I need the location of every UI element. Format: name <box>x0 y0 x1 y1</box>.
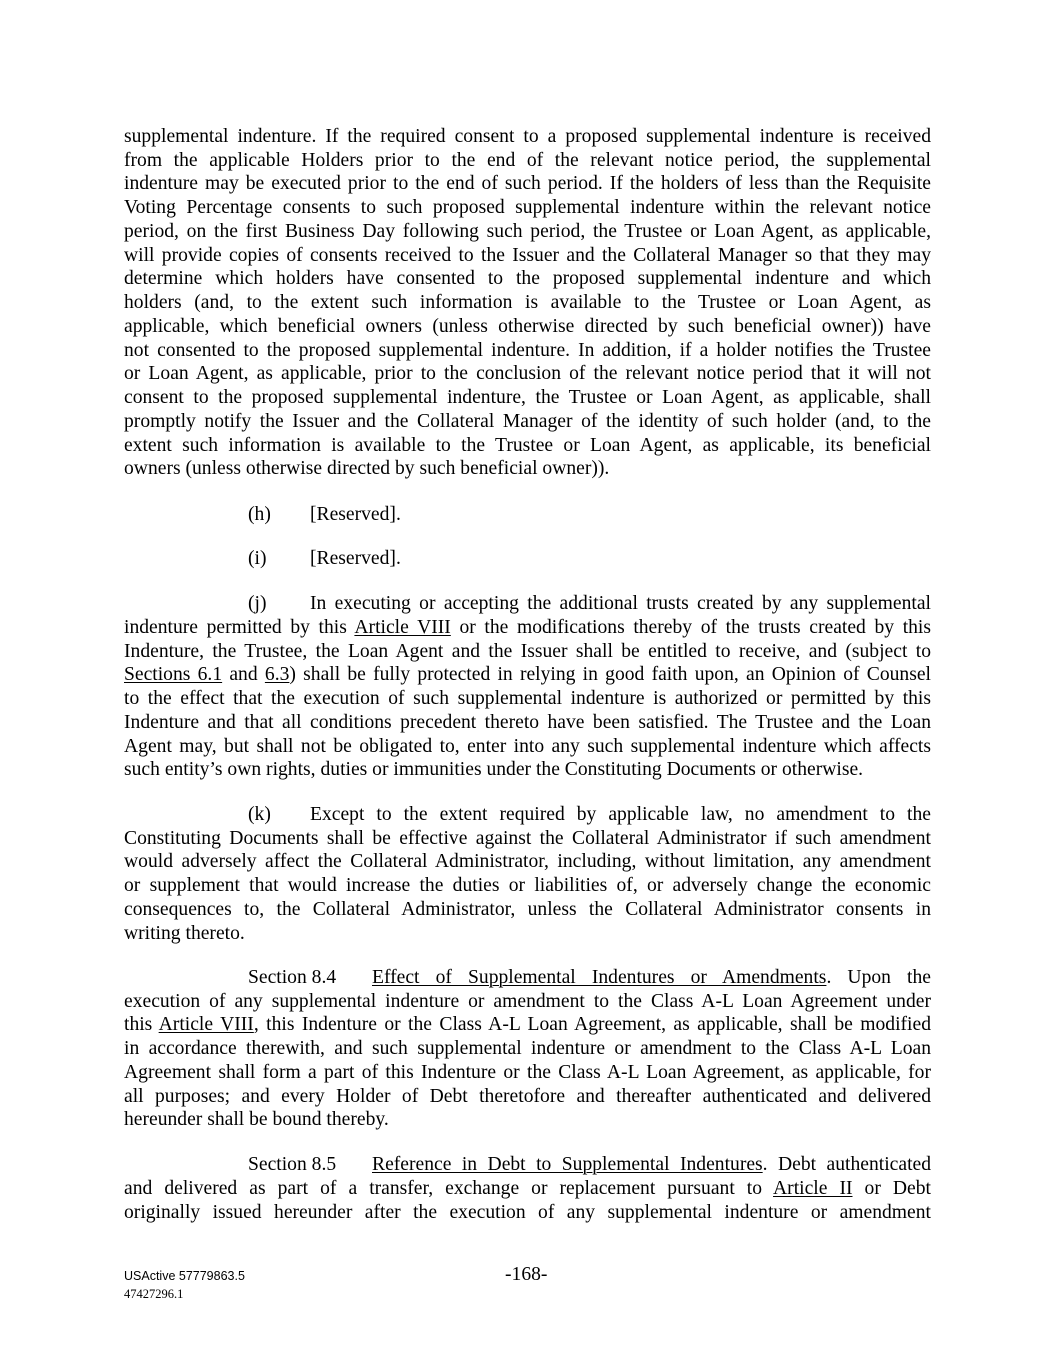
text-line: determine which holders have consented to the proposed supplemental indenture and which <box>124 268 931 289</box>
text-line: would adversely affect the Collateral Administrator, including, without limitation, any amendment <box>124 851 931 872</box>
text-line: hereunder shall be bound thereby. <box>124 1109 389 1130</box>
text-segment: and delivered as part of a transfer, exchange or replacement pursuant to <box>124 1178 774 1199</box>
section-heading: Effect of Supplemental Indentures or Amendments <box>372 967 827 988</box>
text-line: holders (and, to the extent such information is available to the Trustee or Loan Agent, as <box>124 292 931 313</box>
text-line: promptly notify the Issuer and the Collateral Manager of the identity of such holder (and, to the <box>124 411 931 432</box>
text-line: in accordance therewith, and such supplemental indenture or amendment to the Class A-L Loan <box>124 1038 931 1059</box>
text-line: from the applicable Holders prior to the end of the relevant notice period, the supplemental <box>124 150 931 171</box>
text-line: will provide copies of consents received to the Issuer and the Collateral Manager so that they may <box>124 245 931 266</box>
section-heading: Reference in Debt to Supplemental Indentures <box>372 1154 763 1175</box>
text-line <box>124 663 931 687</box>
sections-6-1-link[interactable]: Sections 6.1 <box>124 664 223 685</box>
article-viii-link[interactable]: Article VIII <box>158 1014 254 1035</box>
text-line: Constituting Documents shall be effective against the Collateral Administrator if such amendment <box>124 828 931 849</box>
footer-doc-id: USActive 57779863.5 <box>124 1269 245 1283</box>
text-line: all purposes; and every Holder of Debt theretofore and thereafter authenticated and delivered <box>124 1086 931 1107</box>
text-line: Agreement shall form a part of this Indenture or the Class A-L Loan Agreement, as applicable, for <box>124 1062 931 1083</box>
text-line: Indenture, the Trustee, the Loan Agent and the Issuer shall be entitled to receive, and (subject to <box>124 641 931 662</box>
text-line: period, on the first Business Day following such period, the Trustee or Loan Agent, as applicable, <box>124 221 931 242</box>
text-line: Agent may, but shall not be obligated to, enter into any such supplemental indenture which affects <box>124 736 931 757</box>
text-line <box>124 616 931 640</box>
text-line: to the effect that the execution of such supplemental indenture is authorized or permitted by this <box>124 688 931 709</box>
text-line: indenture may be executed prior to the end of such period. If the holders of less than the Requisite <box>124 173 931 194</box>
text-line: such entity’s own rights, duties or immunities under the Constituting Documents or otherwise. <box>124 759 864 780</box>
text-segment: In executing or accepting the additional trusts created by any supplemental <box>310 593 931 614</box>
item-label: (h) <box>248 504 271 525</box>
page-number: -168- <box>505 1264 548 1285</box>
text-segment: . Upon the <box>826 967 931 988</box>
text-segment: this <box>124 1014 159 1035</box>
text-line: applicable, which beneficial owners (unless otherwise directed by such beneficial owner)) have <box>124 316 931 337</box>
item-i <box>248 547 401 571</box>
text-line: not consented to the proposed supplemental indenture. In addition, if a holder notifies the Trustee <box>124 340 931 361</box>
text-segment: or Debt <box>852 1178 931 1199</box>
text-segment: or the modifications thereby of the trusts created by this <box>450 617 931 638</box>
text-line: writing thereto. <box>124 923 245 944</box>
item-h <box>248 503 401 527</box>
text-line <box>248 803 931 827</box>
text-line: consent to the proposed supplemental indenture, the Trustee or Loan Agent, as applicable, shall <box>124 387 931 408</box>
text-line: consequences to, the Collateral Administrator, unless the Collateral Administrator consents in <box>124 899 931 920</box>
item-text: [Reserved]. <box>310 504 401 525</box>
article-viii-link[interactable]: Article VIII <box>354 617 451 638</box>
text-segment: indenture permitted by this <box>124 617 355 638</box>
text-line: execution of any supplemental indenture or amendment to the Class A-L Loan Agreement under <box>124 991 931 1012</box>
text-line: extent such information is available to the Trustee or Loan Agent, as applicable, its beneficial <box>124 435 931 456</box>
text-line <box>124 1177 931 1201</box>
section-heading-line <box>248 966 931 990</box>
section-number: Section 8.5 <box>248 1154 337 1175</box>
text-line: originally issued hereunder after the execution of any supplemental indenture or amendment <box>124 1202 931 1223</box>
section-number: Section 8.4 <box>248 967 337 988</box>
text-segment: , this Indenture or the Class A-L Loan Agreement, as applicable, shall be modified <box>253 1014 931 1035</box>
section-6-3-link[interactable]: 6.3 <box>264 664 290 685</box>
text-line: Voting Percentage consents to such proposed supplemental indenture within the relevant notice <box>124 197 931 218</box>
item-label: (k) <box>248 804 271 825</box>
item-label: (i) <box>248 548 267 569</box>
text-line <box>124 1013 931 1037</box>
item-text: [Reserved]. <box>310 548 401 569</box>
text-segment: ) shall be fully protected in relying in good faith upon, an Opinion of Counsel <box>289 664 931 685</box>
text-segment: . Debt authenticated <box>762 1154 932 1175</box>
text-line: Indenture and that all conditions precedent thereto have been satisfied. The Trustee and the Loan <box>124 712 931 733</box>
text-line: owners (unless otherwise directed by such beneficial owner)). <box>124 458 610 479</box>
section-heading-line <box>248 1153 931 1177</box>
text-line: supplemental indenture. If the required consent to a proposed supplemental indenture is received <box>124 126 931 147</box>
item-label: (j) <box>248 593 267 614</box>
text-line <box>248 592 931 616</box>
text-line: or supplement that would increase the duties or liabilities of, or adversely change the economic <box>124 875 931 896</box>
text-segment: Except to the extent required by applicable law, no amendment to the <box>310 804 931 825</box>
text-segment: and <box>222 664 265 685</box>
text-line: or Loan Agent, as applicable, prior to the conclusion of the relevant notice period that it will not <box>124 363 931 384</box>
footer-doc-id-secondary: 47427296.1 <box>124 1287 184 1301</box>
article-ii-link[interactable]: Article II <box>773 1178 853 1199</box>
